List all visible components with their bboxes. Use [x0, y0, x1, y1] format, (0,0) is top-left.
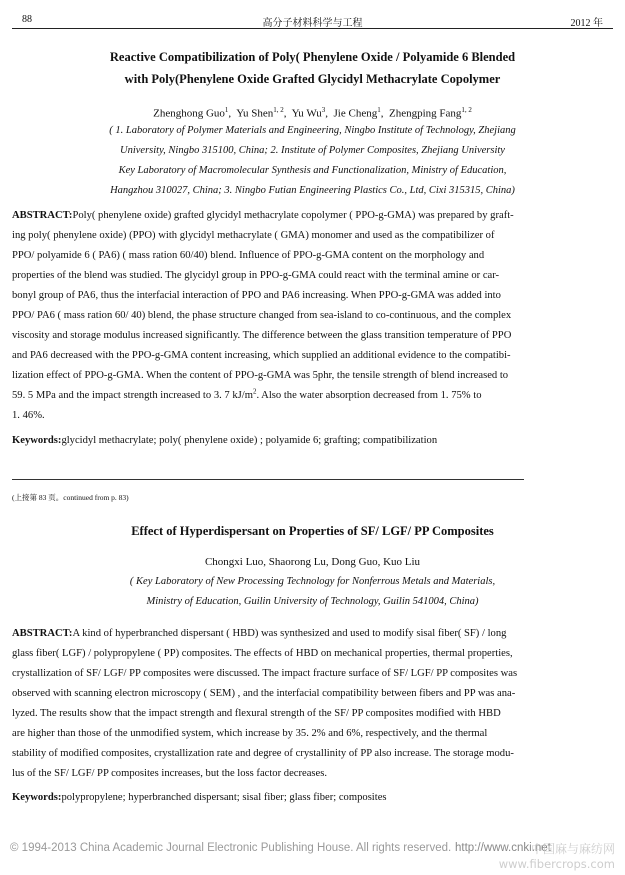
abstract-line: 59. 5 MPa and the impact strength increased to 3. 7 $kJ/m^2$. Also the water absorption decreased from 1. 75% to: [12, 387, 482, 401]
abstract-line: ing poly( phenylene oxide) (PPO) with glycidyl methacrylate ( GMA) monomer and used as the compatibilizer of: [12, 230, 495, 241]
article1-affiliations: [20, 121, 605, 201]
article2-keywords: [12, 790, 602, 806]
affiliation-line: Hangzhou 310027, China; 3. Ningbo Futian Engineering Plastics Co., Ltd, Cixi 315315, China): [110, 185, 515, 196]
copyright-notice: © 1994-2013 China Academic Journal Electronic Publishing House. All rights reserved.: [10, 842, 452, 854]
abstract-line: lus of the SF/ LGF/ PP composites increases, but the loss factor decreases.: [12, 768, 328, 779]
affiliation-line: ( Key Laboratory of New Processing Technology for Nonferrous Metals and Materials,: [129, 576, 496, 587]
abstract-label: ABSTRACT:: [12, 628, 73, 639]
author-name: Yu Shen: [236, 107, 274, 120]
affiliation-line: ( 1. Laboratory of Polymer Materials and Engineering, Ningbo Institute of Technology, Zhejiang: [109, 125, 516, 136]
abstract-line: stability of modified composites, crystallization rate and degree of crystallinity of PP also increase. The storage modu-: [12, 748, 514, 759]
article2-title: Effect of Hyperdispersant on Properties of SF/ LGF/ PP Composites: [131, 524, 494, 538]
author-affiliation-mark: 1: [377, 106, 381, 114]
continued-note: (上接第 83 页。continued from p. 83): [12, 493, 129, 502]
running-header: [12, 12, 613, 29]
keywords-label: Keywords:: [12, 792, 62, 803]
article1-title-line2: with Poly(Phenylene Oxide Grafted Glycidyl Methacrylate Copolymer: [124, 72, 501, 86]
abstract-line: ABSTRACT:Poly( phenylene oxide) grafted glycidyl methacrylate copolymer ( PPO-g-GMA) was prepared by graft-: [12, 210, 514, 221]
abstract-line: viscosity and storage modulus increased significantly. The difference between the glass transition temperature of PPO: [12, 330, 512, 341]
author-name: Zhenghong Guo: [153, 107, 225, 120]
article1-abstract: [12, 206, 598, 426]
author-name: Yu Wu: [291, 107, 322, 120]
author-name: Jie Cheng: [333, 107, 378, 120]
keywords-label: Keywords:: [12, 435, 62, 446]
watermark-text: 中国麻与麻纺网: [530, 842, 615, 856]
author-affiliation-mark: 1, 2: [461, 106, 472, 114]
author-affiliation-mark: 1, 2: [273, 106, 284, 114]
affiliation-line: Ministry of Education, Guilin University of Technology, Guilin 541004, China): [146, 596, 479, 607]
abstract-line: PPO/ polyamide 6 ( PA6) ( mass ration 60/40) blend. Influence of PPO-g-GMA content on the morphology and: [12, 250, 485, 261]
abstract-line: are higher than those of the unmodified system, which increase by 35. 2% and 6%, respectively, and the thermal: [12, 728, 488, 739]
article1-title: [30, 46, 595, 90]
abstract-line: glass fiber( LGF) / polypropylene ( PP) composites. The effects of HBD on mechanical properties, thermal properties,: [12, 648, 513, 659]
affiliation-line: University, Ningbo 315100, China; 2. Institute of Polymer Composites, Zhejiang University: [120, 145, 505, 156]
abstract-line: lyzed. The results show that the impact strength and flexural strength of the SF/ PP composites modified with HBD: [12, 708, 501, 719]
article1-title-line1: Reactive Compatibilization of Poly( Phenylene Oxide / Polyamide 6 Blended: [109, 50, 516, 64]
section-divider: [12, 479, 524, 480]
author-affiliation-mark: 3: [321, 106, 326, 114]
abstract-line: 1. 46%.: [12, 410, 45, 421]
abstract-line: and PA6 decreased with the PPO-g-GMA content increasing, which supplied an additional evidence to the compatibi-: [12, 350, 511, 361]
keywords-list: glycidyl methacrylate; poly( phenylene oxide) ; polyamide 6; grafting; compatibilization: [61, 435, 438, 446]
article2-authors: Chongxi Luo, Shaorong Lu, Dong Guo, Kuo Liu: [204, 556, 421, 568]
publisher-link[interactable]: http://www.cnki.net: [455, 842, 551, 854]
abstract-line: crystallization of SF/ LGF/ PP composites were discussed. The impact fracture surface of SF/ LGF/ PP composites was: [12, 668, 518, 679]
abstract-line: PPO/ PA6 ( mass ration 60/ 40) blend, the phase structure changed from sea-island to co-continuous, and the complex: [12, 310, 512, 321]
article1-keywords: [12, 433, 602, 449]
abstract-line: observed with scanning electron microscopy ( SEM) , and the interfacial compatibility between fibers and PP was ana-: [12, 688, 516, 699]
author-name: Zhengping Fang: [388, 107, 462, 120]
keywords-list: polypropylene; hyperbranched dispersant; sisal fiber; glass fiber; composites: [61, 792, 387, 803]
abstract-line: properties of the blend was studied. The glycidyl group in PPO-g-GMA could react with the terminal amine or car-: [12, 270, 500, 281]
abstract-line: ABSTRACT:A kind of hyperbranched dispersant ( HBD) was synthesized and used to modify sisal fiber( SF) / long: [12, 628, 507, 639]
abstract-line: bonyl group of PA6, thus the interfacial interaction of PPO and PA6 increasing. When PPO-g-GMA was added into: [12, 290, 501, 301]
site-watermark: [467, 840, 617, 874]
author-affiliation-mark: 1: [224, 106, 229, 114]
page-number: 88: [22, 14, 32, 25]
abstract-label: ABSTRACT:: [12, 210, 73, 221]
watermark-url: www.fibercrops.com: [498, 857, 615, 871]
article2-affiliations: [20, 572, 605, 612]
abstract-line: lization effect of PPO-g-GMA. When the content of PPO-g-GMA was 5phr, the tensile strength of blend increased to: [12, 370, 509, 381]
article2-abstract: [12, 624, 598, 784]
journal-name: 高分子材料科学与工程: [262, 18, 363, 29]
publication-year: 2012 年: [570, 18, 603, 29]
affiliation-line: Key Laboratory of Macromolecular Synthesis and Functionalization, Ministry of Education,: [118, 165, 507, 176]
article1-authors: Zhenghong Guo$^1$, Yu Shen$^{1, 2}$, Yu Wu$^3$, Jie Cheng$^1$, Zhengping Fang$^{1, 2}$: [153, 106, 472, 120]
